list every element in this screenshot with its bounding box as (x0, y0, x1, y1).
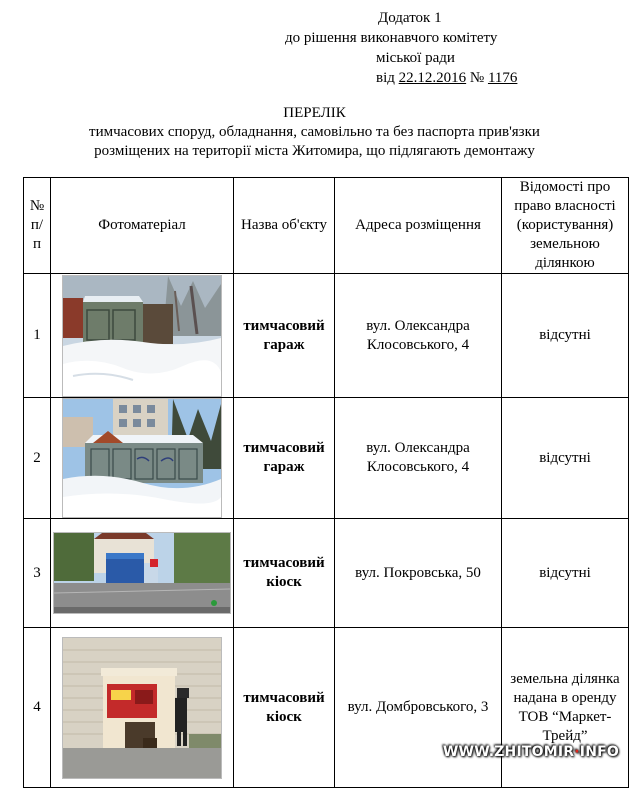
row-photo (51, 519, 234, 628)
row-address: вул. Домбровського, 3 (335, 628, 502, 788)
list-subtitle-2: розміщених на території міста Житомира, що підлягають демонтажу (94, 143, 535, 159)
table-header-row (24, 178, 629, 274)
garage-photo (62, 275, 222, 397)
row-ownership: відсутні (502, 519, 629, 628)
row-address: вул. Олександра Клосовського, 4 (335, 274, 502, 398)
row-photo (51, 274, 234, 398)
appendix-council: міської ради (376, 50, 455, 66)
watermark-pre: WWW.ZHITOMIR (442, 744, 575, 760)
table-row (24, 398, 629, 519)
decision-date: 22.12.2016 (398, 70, 467, 86)
date-prefix: від (376, 70, 399, 86)
row-ownership: відсутні (502, 398, 629, 519)
header-name: Назва об'єкту (234, 178, 335, 274)
row-photo (51, 398, 234, 519)
appendix-date-line (376, 68, 517, 88)
row-num: 3 (24, 519, 51, 628)
header-ownership: Відомості про право власності (користування) земельною ділянкою (502, 178, 629, 274)
decision-number: 1176 (487, 70, 518, 86)
row-num: 4 (24, 628, 51, 788)
appendix-subtitle: до рішення виконавчого комітету (285, 30, 498, 46)
row-num: 1 (24, 274, 51, 398)
row-name: тимчасовий кіоск (234, 519, 335, 628)
row-name: тимчасовий кіоск (234, 628, 335, 788)
site-watermark (443, 744, 619, 760)
row-photo (51, 628, 234, 788)
table-row (24, 274, 629, 398)
table-row (24, 628, 629, 788)
watermark-dot: · (574, 744, 580, 760)
watermark-post: INFO (579, 744, 619, 760)
row-name: тимчасовий гараж (234, 274, 335, 398)
row-num: 2 (24, 398, 51, 519)
row-address: вул. Покровська, 50 (335, 519, 502, 628)
row-ownership: земельна ділянка надана в оренду ТОВ “Маркет-Трейд” (502, 628, 629, 788)
header-address: Адреса розміщення (335, 178, 502, 274)
number-prefix: № (466, 70, 488, 86)
kiosk-photo (53, 532, 231, 614)
garage-photo (62, 398, 222, 518)
list-title: ПЕРЕЛІК (283, 105, 346, 121)
row-address: вул. Олександра Клосовського, 4 (335, 398, 502, 519)
structures-table (23, 177, 629, 788)
header-photo: Фотоматеріал (51, 178, 234, 274)
kiosk-photo (62, 637, 222, 779)
table-row (24, 519, 629, 628)
header-num: № п/ п (24, 178, 51, 274)
row-ownership: відсутні (502, 274, 629, 398)
appendix-label: Додаток 1 (378, 10, 442, 26)
row-name: тимчасовий гараж (234, 398, 335, 519)
list-subtitle-1: тимчасових споруд, обладнання, самовільно та без паспорта прив'язки (89, 124, 540, 140)
